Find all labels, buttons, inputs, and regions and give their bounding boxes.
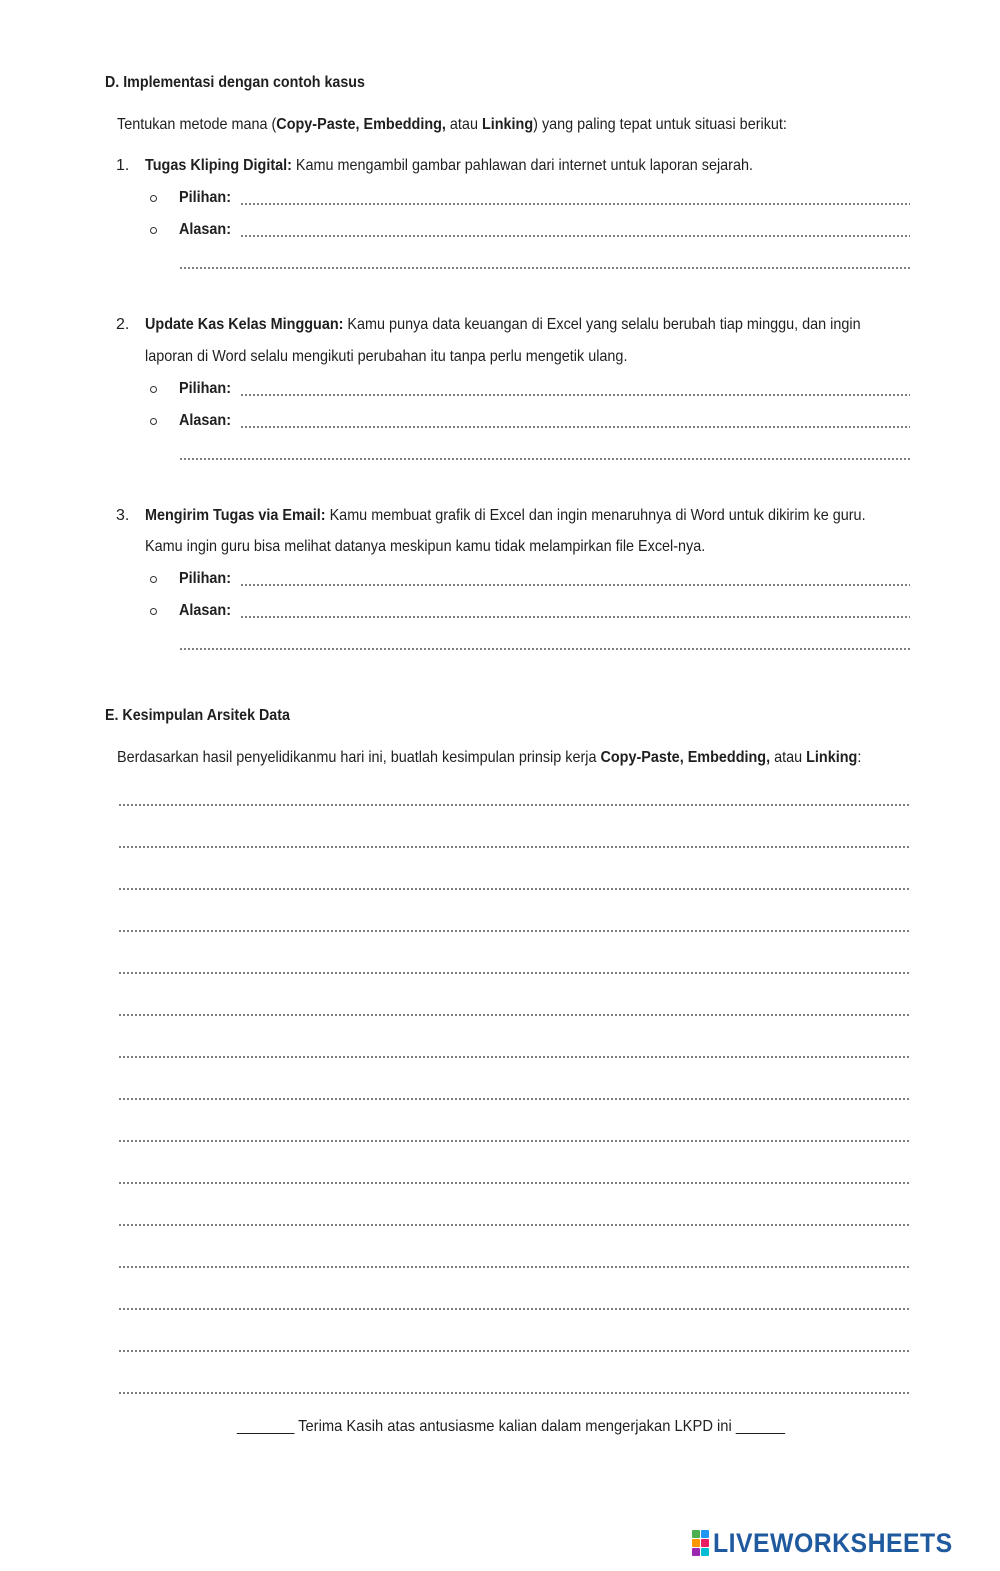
answer-line[interactable] [118, 804, 910, 806]
answer-line[interactable] [118, 1182, 910, 1184]
bullet-icon [150, 195, 157, 202]
closing-message: _______ Terima Kasih atas antusiasme kalian dalam mengerjakan LKPD ini ______ [237, 1418, 785, 1435]
case-1-reason-field-line2[interactable] [179, 267, 910, 269]
bullet-icon [150, 386, 157, 393]
case-3-text-line2: Kamu ingin guru bisa melihat datanya meskipun kamu tidak melampirkan file Excel-nya. [145, 538, 706, 555]
case-1-number: 1. [116, 157, 130, 174]
answer-line[interactable] [118, 972, 910, 974]
logo-text: LIVEWORKSHEETS [713, 1527, 953, 1558]
logo-mark-icon [692, 1530, 709, 1556]
case-1-choice-label: Pilihan: [179, 189, 232, 206]
case-2-text-line2: laporan di Word selalu mengikuti perubahan itu tanpa perlu mengetik ulang. [145, 348, 628, 365]
case-2-choice-field[interactable] [240, 394, 910, 396]
case-1-text: Tugas Kliping Digital: Kamu mengambil gambar pahlawan dari internet untuk laporan sejarah. [145, 157, 753, 174]
case-2-choice-label: Pilihan: [179, 380, 232, 397]
answer-line[interactable] [118, 1308, 910, 1310]
case-2-reason-field-line2[interactable] [179, 458, 910, 460]
answer-line[interactable] [118, 1056, 910, 1058]
answer-line[interactable] [118, 1266, 910, 1268]
answer-line[interactable] [118, 1392, 910, 1394]
bullet-icon [150, 418, 157, 425]
case-3-reason-field[interactable] [240, 616, 910, 618]
section-e-title: E. Kesimpulan Arsitek Data [105, 707, 290, 724]
case-3-text: Mengirim Tugas via Email: Kamu membuat grafik di Excel dan ingin menaruhnya di Word untuk dikirim ke guru. [145, 507, 866, 524]
answer-line[interactable] [118, 1224, 910, 1226]
case-1-reason-label: Alasan: [179, 221, 232, 238]
case-3-choice-field[interactable] [240, 584, 910, 586]
section-d-intro: Tentukan metode mana (Copy-Paste, Embedding, atau Linking) yang paling tepat untuk situasi berikut: [117, 116, 787, 133]
case-2-reason-label: Alasan: [179, 412, 232, 429]
case-2-number: 2. [116, 316, 130, 333]
bullet-icon [150, 608, 157, 615]
liveworksheets-logo [692, 1528, 974, 1558]
bullet-icon [150, 227, 157, 234]
case-1-choice-field[interactable] [240, 203, 910, 205]
case-3-number: 3. [116, 507, 130, 524]
answer-line[interactable] [118, 888, 910, 890]
case-1-reason-field[interactable] [240, 235, 910, 237]
case-3-choice-label: Pilihan: [179, 570, 232, 587]
answer-line[interactable] [118, 1140, 910, 1142]
answer-line[interactable] [118, 930, 910, 932]
case-3-reason-label: Alasan: [179, 602, 232, 619]
case-2-text: Update Kas Kelas Mingguan: Kamu punya data keuangan di Excel yang selalu berubah tiap minggu, dan ingin [145, 316, 861, 333]
answer-line[interactable] [118, 1098, 910, 1100]
answer-line[interactable] [118, 1350, 910, 1352]
bullet-icon [150, 576, 157, 583]
section-d-title: D. Implementasi dengan contoh kasus [105, 74, 365, 91]
answer-line[interactable] [118, 846, 910, 848]
section-e-intro: Berdasarkan hasil penyelidikanmu hari ini, buatlah kesimpulan prinsip kerja Copy-Paste, Embedding, atau Linking: [117, 749, 862, 766]
answer-line[interactable] [118, 1014, 910, 1016]
case-3-reason-field-line2[interactable] [179, 648, 910, 650]
case-2-reason-field[interactable] [240, 426, 910, 428]
